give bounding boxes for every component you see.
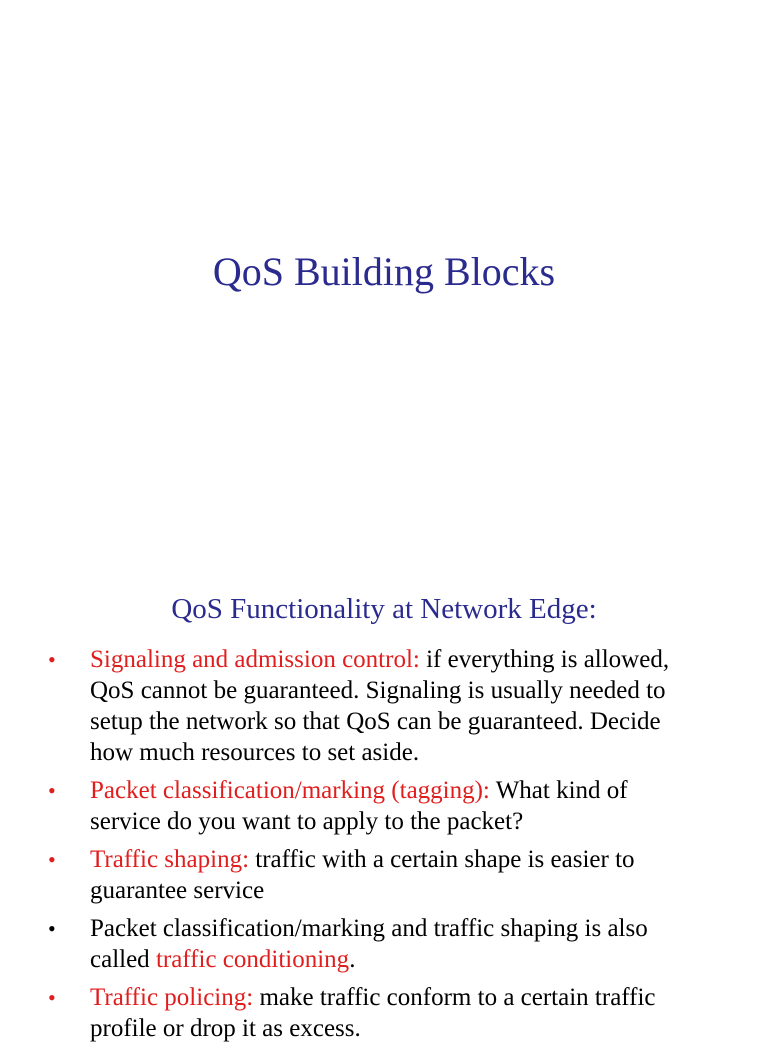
bullet-item-classification bbox=[48, 775, 698, 837]
bullet-text-end: . bbox=[349, 946, 356, 973]
bullet-text: traffic with a certain shape is easier to guarantee service bbox=[90, 846, 635, 904]
bullet-text: make traffic conform to a certain traffic profile or drop it as excess. bbox=[90, 984, 656, 1042]
bullet-item-signaling bbox=[48, 644, 698, 768]
bullet-term: Traffic shaping: bbox=[90, 846, 250, 873]
title-area bbox=[0, 246, 768, 298]
bullet-item-shaping bbox=[48, 844, 698, 906]
bullet-icon: • bbox=[48, 847, 56, 872]
bullet-text: Packet classification/marking and traffic shaping is also called bbox=[90, 915, 648, 973]
bullet-term: Signaling and admission control: bbox=[90, 646, 420, 673]
bullet-text: What kind of service do you want to apply to the packet? bbox=[90, 777, 628, 835]
bullet-icon: • bbox=[48, 985, 56, 1010]
bullet-term: traffic conditioning bbox=[155, 946, 350, 973]
bullet-text: if everything is allowed, QoS cannot be guaranteed. Signaling is usually needed to setup the network so that QoS can be guaranteed. Decide how much resources to set aside. bbox=[90, 646, 670, 766]
bullet-term: Traffic policing: bbox=[90, 984, 254, 1011]
bullet-item-conditioning bbox=[48, 913, 698, 975]
bullet-icon: • bbox=[48, 916, 56, 941]
bullet-icon: • bbox=[48, 778, 56, 803]
slide-title: QoS Building Blocks bbox=[212, 249, 556, 294]
section-heading: QoS Functionality at Network Edge: bbox=[171, 593, 597, 625]
bullet-list bbox=[48, 644, 698, 1051]
bullet-item-policing bbox=[48, 982, 698, 1044]
bullet-icon: • bbox=[48, 647, 56, 672]
bullet-term: Packet classification/marking (tagging): bbox=[90, 777, 490, 804]
